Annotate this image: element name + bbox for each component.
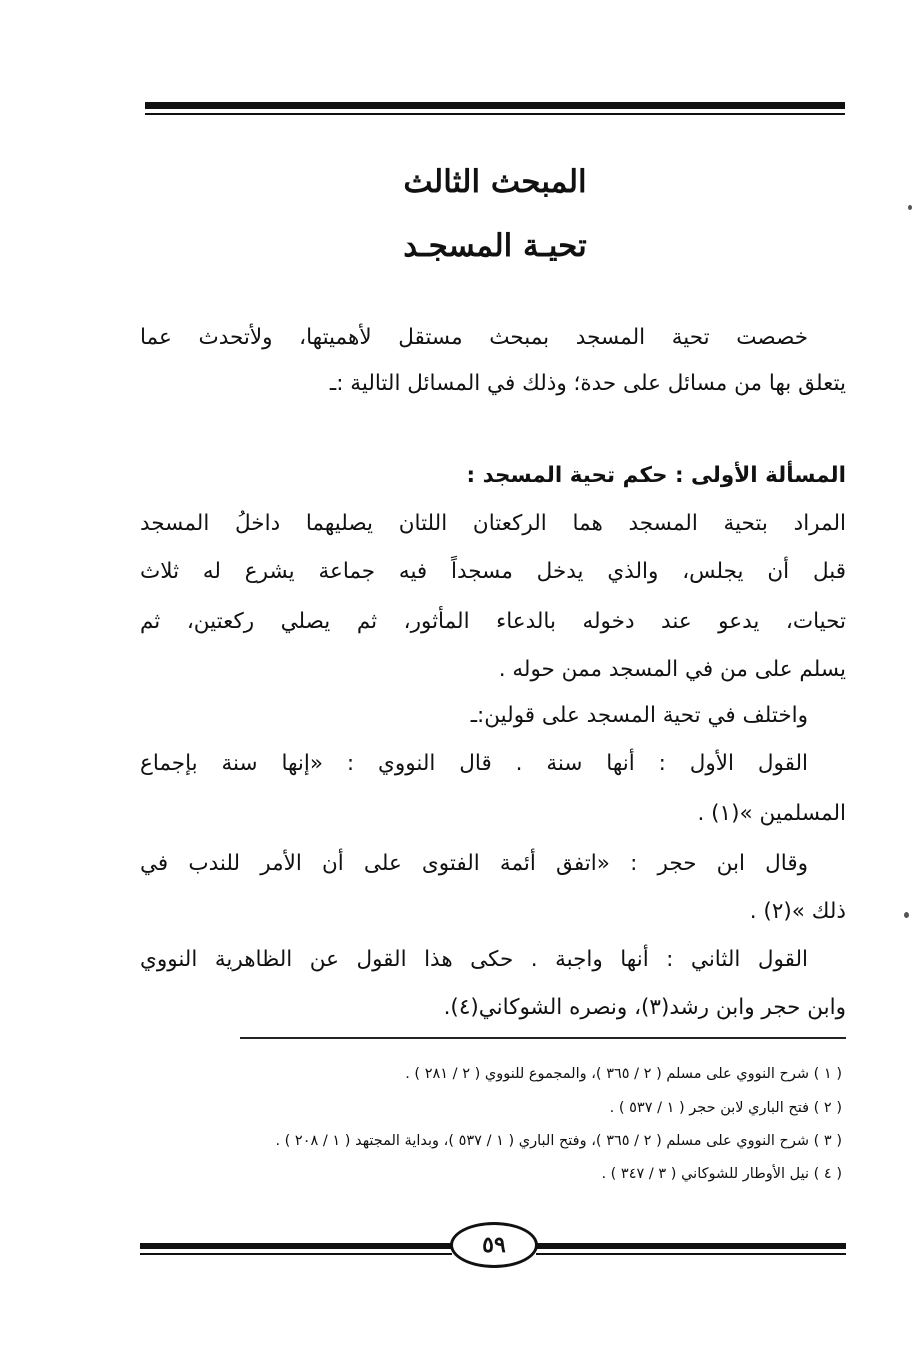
scan-speck [908,205,912,210]
section-title: تحيـة المسجـد [403,228,587,264]
opinion-line: القول الثاني : أنها واجبة . حكى هذا القول عن الظاهرية النووي [140,947,808,972]
opinion-line: القول الأول : أنها سنة . قال النووي : «إنها سنة بإجماع [140,751,808,776]
opinion-line: وابن حجر وابن رشد(٣)، ونصره الشوكاني(٤). [443,995,846,1020]
page-number: ٥٩ [450,1222,538,1268]
paragraph-line: تحيات، يدعو عند دخوله بالدعاء المأثور، ثم يصلي ركعتين، ثم [140,609,846,634]
quote-line: وقال ابن حجر : «اتفق أئمة الفتوى على أن الأمر للندب في [140,851,808,876]
scan-speck [904,912,909,918]
footer-rule [140,1222,846,1272]
paragraph-line: قبل أن يجلس، والذي يدخل مسجداً فيه جماعة يشرع له ثلاث [140,559,846,584]
footnote: ( ١ ) شرح النووي على مسلم ( ٢ / ٣٦٥ )، والمجموع للنووي ( ٢ / ٢٨١ ) . [405,1066,842,1082]
footnote: ( ٢ ) فتح الباري لابن حجر ( ١ / ٥٣٧ ) . [609,1100,842,1116]
opinion-line: المسلمين »(١) . [697,801,846,826]
issue-heading: المسألة الأولى : حكم تحية المسجد : [466,463,846,488]
quote-line: ذلك »(٢) . [749,899,846,924]
paragraph-line: المراد بتحية المسجد هما الركعتان اللتان يصليهما داخلُ المسجد [140,511,846,536]
paragraph-line: واختلف في تحية المسجد على قولين:ـ [470,703,808,728]
footnote: ( ٤ ) نيل الأوطار للشوكاني ( ٣ / ٣٤٧ ) . [601,1166,842,1182]
paragraph-line: يسلم على من في المسجد ممن حوله . [498,657,846,682]
intro-line: يتعلق بها من مسائل على حدة؛ وذلك في المسائل التالية :ـ [329,371,846,396]
intro-line: خصصت تحية المسجد بمبحث مستقل لأهميتها، ولأتحدث عما [140,325,808,350]
section-heading [145,160,845,268]
chapter-title: المبحث الثالث [403,164,587,200]
footnote-divider [240,1037,846,1039]
footnote: ( ٣ ) شرح النووي على مسلم ( ٢ / ٣٦٥ )، وفتح الباري ( ١ / ٥٣٧ )، وبداية المجتهد ( ١ / ٢٠٨ ) . [275,1133,842,1149]
